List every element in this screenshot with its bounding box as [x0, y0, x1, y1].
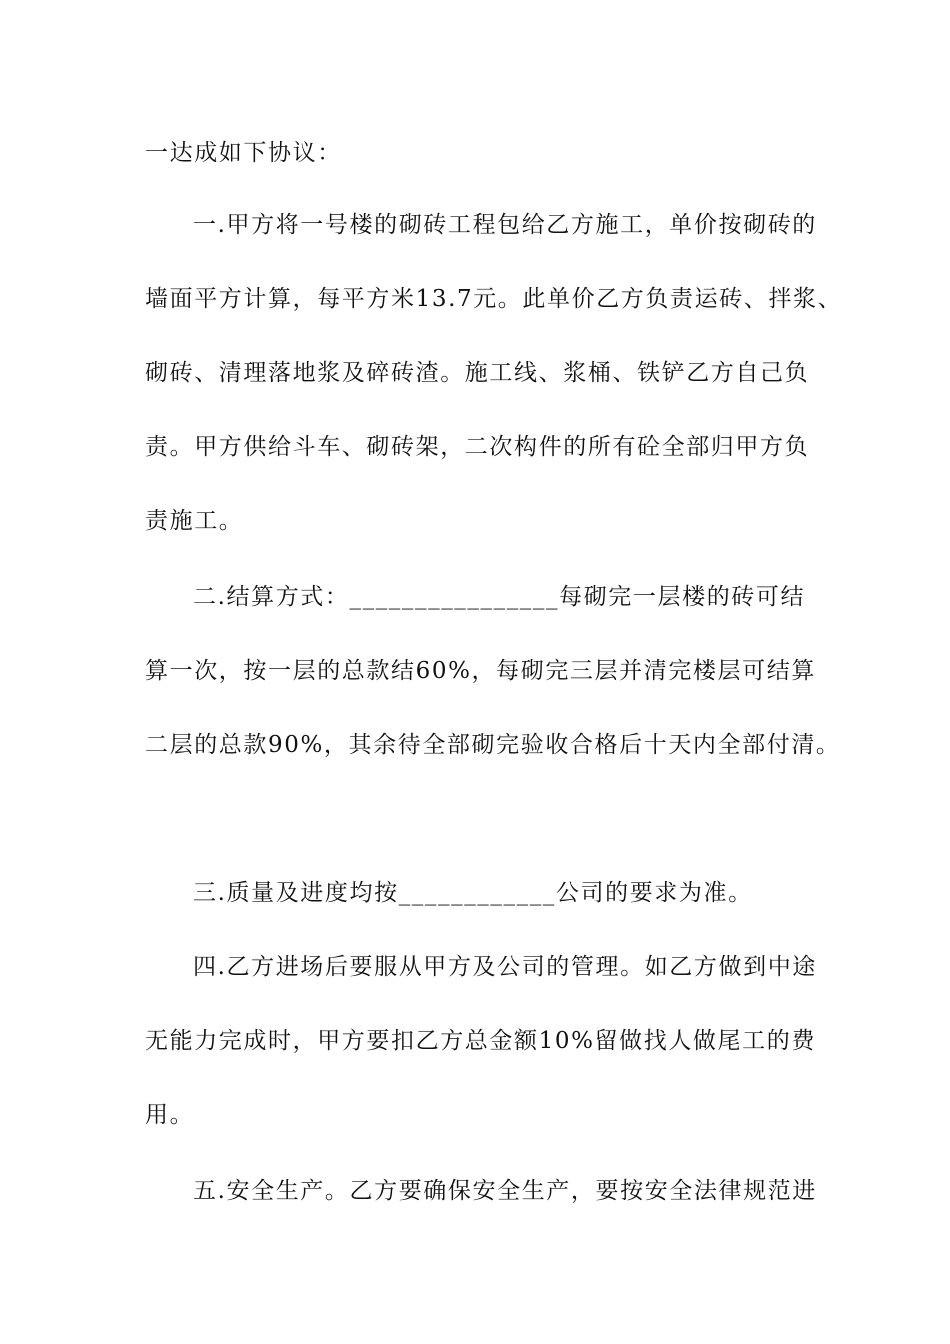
text-line-13: 用。 [145, 1102, 195, 1128]
text-line-5: 责。甲方供给斗车、砌砖架，二次构件的所有砼全部归甲方负 [145, 434, 810, 460]
text-line-2: 一.甲方将一号楼的砌砖工程包给乙方施工，单价按砌砖的 [193, 212, 817, 238]
text-line-9: 二层的总款90%，其余待全部砌完验收合格后十天内全部付清。 [145, 732, 841, 758]
text-line-14: 五.安全生产。乙方要确保安全生产，要按安全法律规范进 [193, 1178, 817, 1204]
text-line-10: 三.质量及进度均按____________公司的要求为准。 [193, 880, 753, 906]
text-line-3: 墙面平方计算，每平方米13.7元。此单价乙方负责运砖、拌浆、 [145, 286, 843, 312]
text-line-1: 一达成如下协议： [145, 140, 342, 166]
text-line-12: 无能力完成时，甲方要扣乙方总金额10%留做找人做尾工的费 [145, 1028, 816, 1054]
text-line-7: 二.结算方式：________________每砌完一层楼的砖可结 [193, 584, 806, 610]
text-line-11: 四.乙方进场后要服从甲方及公司的管理。如乙方做到中途 [193, 954, 817, 980]
text-line-8: 算一次，按一层的总款结60%，每砌完三层并清完楼层可结算 [145, 658, 816, 684]
text-line-6: 责施工。 [145, 508, 244, 534]
text-line-4: 砌砖、清理落地浆及碎砖渣。施工线、浆桶、铁铲乙方自己负 [145, 360, 810, 386]
